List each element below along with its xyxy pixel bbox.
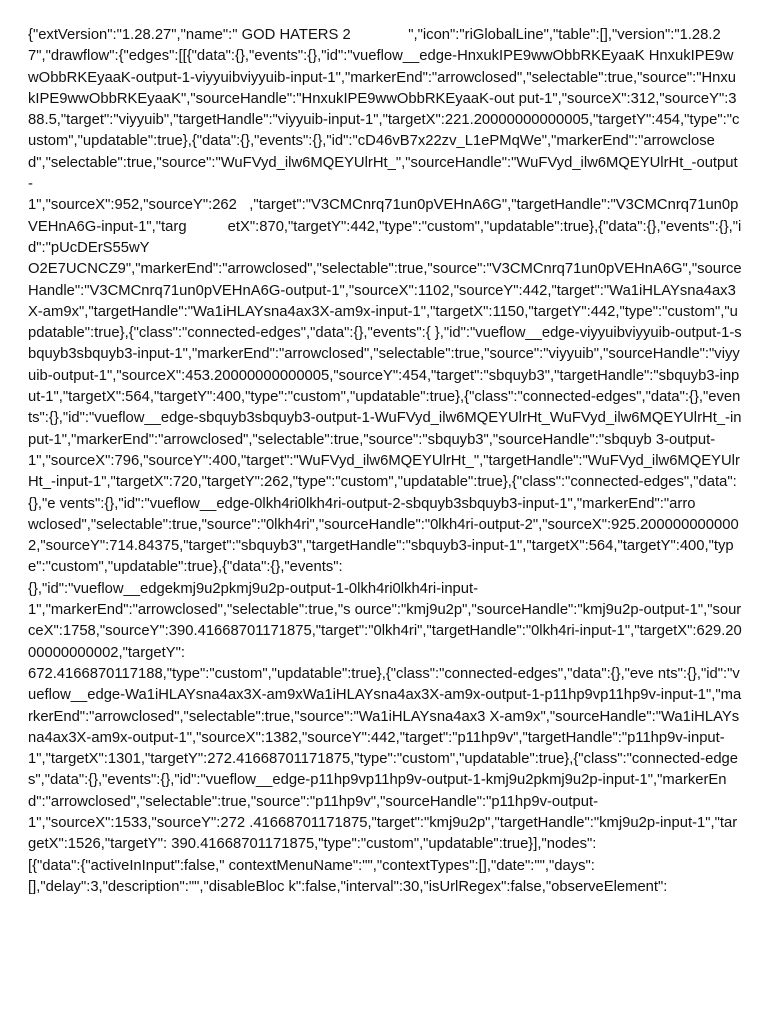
json-text-body: {"extVersion":"1.28.27","name":" GOD HATERS 2 ","icon":"riGlobalLine","table":[],"version":"1.28.27","drawflow":{"edges":[[{"data":{},"events":{},"id":"vueflow__edge-HnxukIPE9wwObbRKEyaaK HnxukIPE9wwObbRKEyaaK-output-1-viyyuibviyyuib-input-1","markerEnd":"arrowclosed","selectable":true,"source":"HnxukIPE9wwObbRKEyaaK","sourceHandle":"HnxukIPE9wwObbRKEyaaK-out put-1","sourceX":312,"sourceY":388.5,"target":"viyyuib","targetHandle":"viyyuib-input-1","targetX":221.20000000000005,"targetY":454,"type":"custom","updatable":true},{"data":{},"events":{},"id":"cD46vB7x22zv_L1ePMqWe","markerEnd":"arrowclosed","selectable":true,"source":"WuFVyd_ilw6MQEYUlrHt_","sourceHandle":"WuFVyd_ilw6MQEYUlrHt_-output- 1","sourceX":952,"sourceY":262 ,"target":"V3CMCnrq71un0pVEHnA6G","targetHandle":"V3CMCnrq71un0pVEHnA6G-input-1","targ etX":870,"targetY":442,"type":"custom","updatable":true},{"data":{},"events":{},"id":"pUcDErS55wY O2E7UCNCZ9","markerEnd":"arrowclosed","selectable":true,"source":"V3CMCnrq71un0pVEHnA6G","sourceHandle":"V3CMCnrq71un0pVEHnA6G-output-1","sourceX":1102,"sourceY":442,"target":"Wa1iHLAYsna4ax3X-am9x","targetHandle":"Wa1iHLAYsna4ax3X-am9x-input-1","targetX":1150,"targetY":442,"type":"custom","updatable":true},{"class":"connected-edges","data":{},"events":{ },"id":"vueflow__edge-viyyuibviyyuib-output-1-sbquyb3sbquyb3-input-1","markerEnd":"arrowclosed","selectable":true,"source":"viyyuib","sourceHandle":"viyyuib-output-1","sourceX":453.20000000000005,"sourceY":454,"target":"sbquyb3","targetHandle":"sbquyb3-input-1","targetX":564,"targetY":400,"type":"custom","updatable":true},{"class":"connected-edges","data":{},"events":{},"id":"vueflow__edge-sbquyb3sbquyb3-output-1-WuFVyd_ilw6MQEYUlrHt_WuFVyd_ilw6MQEYUlrHt_-in put-1","markerEnd":"arrowclosed","selectable":true,"source":"sbquyb3","sourceHandle":"sbquyb 3-output-1","sourceX":796,"sourceY":400,"target":"WuFVyd_ilw6MQEYUlrHt_","targetHandle":"WuFVyd_ilw6MQEYUlrHt_-input-1","targetX":720,"targetY":262,"type":"custom","updatable":true},{"class":"connected-edges","data":{},"e vents":{},"id":"vueflow__edge-0lkh4ri0lkh4ri-output-2-sbquyb3sbquyb3-input-1","markerEnd":"arro wclosed","selectable":true,"source":"0lkh4ri","sourceHandle":"0lkh4ri-output-2","sourceX":925.2000000000002,"sourceY":714.84375,"target":"sbquyb3","targetHandle":"sbquyb3-input-1","targetX":564,"targetY":400,"type":"custom","updatable":true},{"data":{},"events": {},"id":"vueflow__edgekmj9u2pkmj9u2p-output-1-0lkh4ri0lkh4ri-input- 1","markerEnd":"arrowclosed","selectable":true,"s ource":"kmj9u2p","sourceHandle":"kmj9u2p-output-1","sourceX":1758,"sourceY":390.41668701171875,"target":"0lkh4ri","targetHandle":"0lkh4ri-input-1","targetX":629.2000000000002,"targetY": 672.4166870117188,"type":"custom","updatable":true},{"class":"connected-edges","data":{},"eve nts":{},"id":"vueflow__edge-Wa1iHLAYsna4ax3X-am9xWa1iHLAYsna4ax3X-am9x-output-1-p11hp9vp11hp9v-input-1","markerEnd":"arrowclosed","selectable":true,"source":"Wa1iHLAYsna4ax3 X-am9x","sourceHandle":"Wa1iHLAYsna4ax3X-am9x-output-1","sourceX":1382,"sourceY":442,"target":"p11hp9v","targetHandle":"p11hp9v-input-1","targetX":1301,"targetY":272.41668701171875,"type":"custom","updatable":true},{"class":"connected-edges","data":{},"events":{},"id":"vueflow__edge-p11hp9vp11hp9v-output-1-kmj9u2pkmj9u2p-input-1","markerEnd":"arrowclosed","selectable":true,"source":"p11hp9v","sourceHandle":"p11hp9v-output- 1","sourceX":1533,"sourceY":272 .41668701171875,"target":"kmj9u2p","targetHandle":"kmj9u2p-input-1","targetX":1526,"targetY": 390.41668701171875,"type":"custom","updatable":true}],"nodes": [{"data":{"activeInInput":false," contextMenuName":"","contextTypes":[],"date":"","days": [],"delay":3,"description":"","disableBloc k":false,"interval":30,"isUrlRegex":false,"observeElement":: [28, 27, 742, 895]
